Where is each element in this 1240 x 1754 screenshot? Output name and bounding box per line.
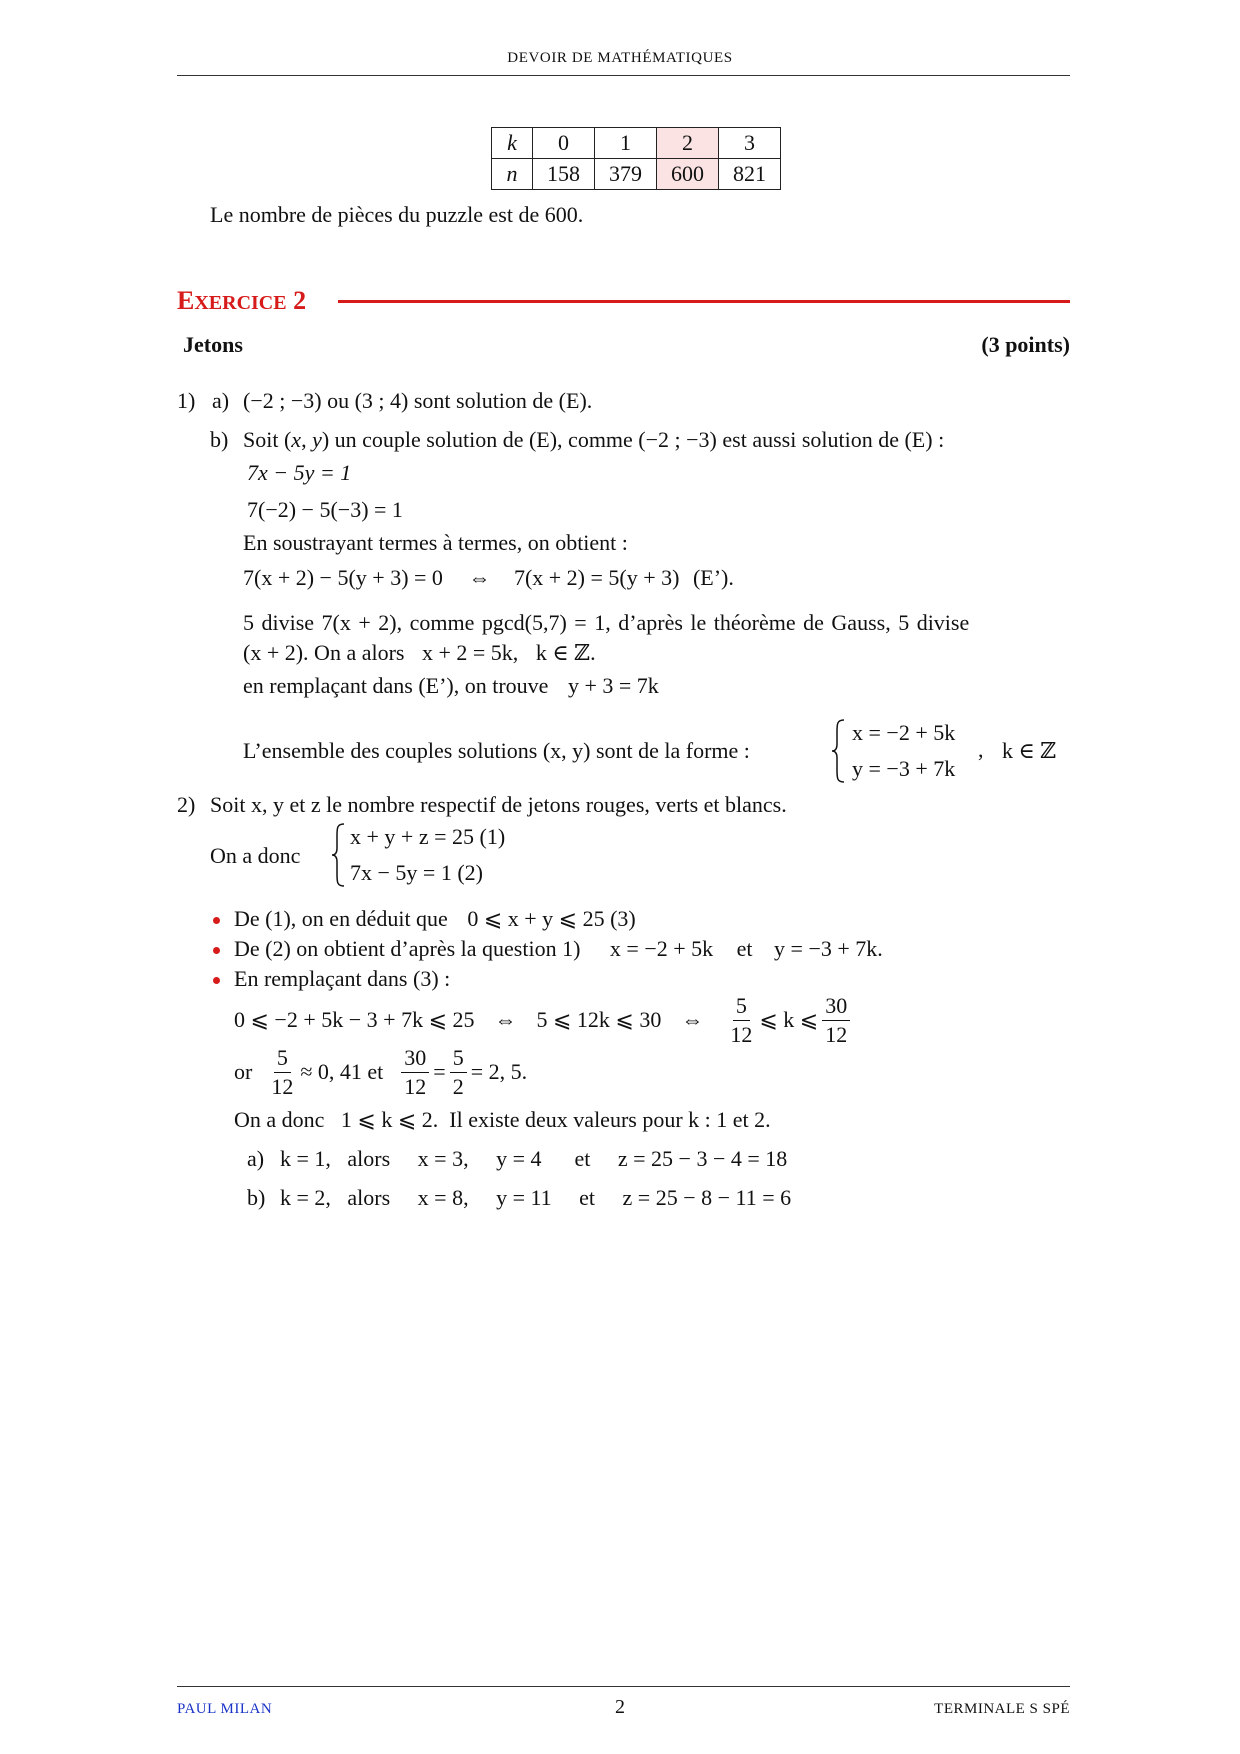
footer-rule [177, 1686, 1070, 1687]
table-cell: 821 [719, 159, 781, 190]
q2-eq-sign: = [433, 1059, 446, 1084]
q1-eq3-tag: (E’). [692, 565, 734, 590]
q1a-label: a) [212, 388, 230, 413]
exercise-number: 2 [293, 286, 307, 315]
table-cell: n [492, 159, 533, 190]
q2-bullet2-et: et [736, 936, 753, 961]
q2-result: = 2, 5. [470, 1059, 528, 1084]
bullet-icon [213, 917, 220, 924]
q2-label: 2) [177, 792, 196, 817]
fraction-numerator: 5 [733, 992, 750, 1021]
fraction-denominator: 2 [452, 1073, 464, 1099]
q1-subtract-text: En soustrayant termes à termes, on obtient : [243, 530, 628, 555]
q2-ineq-mid: ⩽ k ⩽ [759, 1007, 819, 1032]
q2-system-eq2: 7x − 5y = 1 (2) [350, 860, 483, 885]
q1b-text: Soit (x, y) un couple solution de (E), comme (−2 ; −3) est aussi solution de (E) : [243, 427, 945, 452]
q2-bullet1-text: De (1), on en déduit que [234, 906, 448, 931]
q2-or-line [234, 1040, 527, 1104]
q1-gauss-2a: (x + 2). On a alors [243, 640, 405, 665]
table-cell: k [492, 128, 533, 159]
table-cell: 0 [533, 128, 595, 159]
footer-class: TERMINALE S SPÉ [934, 1701, 1070, 1717]
table-row [492, 128, 781, 159]
table-cell: 158 [533, 159, 595, 190]
q2-case-b-label: b) [247, 1185, 266, 1210]
q2-or-label: or [234, 1059, 253, 1084]
footer-page-number: 2 [615, 1696, 625, 1718]
q1b-text-start: Soit ( [243, 427, 292, 452]
exercise-name: Jetons [183, 332, 243, 357]
fraction [401, 1044, 429, 1101]
left-brace-icon [830, 718, 846, 784]
fraction-denominator: 12 [271, 1073, 294, 1099]
fraction-denominator: 12 [404, 1073, 427, 1099]
exercise-title [177, 286, 306, 316]
q2-intro: Soit x, y et z le nombre respectif de jetons rouges, verts et blancs. [210, 792, 787, 817]
puzzle-conclusion: Le nombre de pièces du puzzle est de 600. [210, 202, 584, 227]
exercise-title-rest: XERCICE [194, 292, 287, 314]
q1-label: 1) [177, 388, 196, 413]
header-rule [177, 75, 1070, 76]
exercise-rule [338, 300, 1070, 303]
q2-case-b: k = 2, alors x = 8, y = 11 et z = 25 − 8 − 11 = 6 [280, 1185, 792, 1210]
iff-symbol: ⇔ [681, 1007, 704, 1032]
table-cell: 379 [595, 159, 657, 190]
q2-ineq-1: 0 ⩽ −2 + 5k − 3 + 7k ⩽ 25 [234, 1007, 475, 1032]
q2-bullet3-text: En remplaçant dans (3) : [234, 966, 451, 991]
q1-set-k: k ∈ ℤ [1002, 738, 1057, 763]
fraction-numerator: 30 [401, 1044, 429, 1073]
table-cell-highlighted: 600 [657, 159, 719, 190]
q2-ineq-2: 5 ⩽ 12k ⩽ 30 [536, 1007, 662, 1032]
q2-system-eq1: x + y + z = 25 (1) [350, 824, 506, 849]
q2-bullet2-x: x = −2 + 5k [609, 936, 714, 961]
q1-eq1: 7x − 5y = 1 [247, 460, 352, 485]
exercise-title-first: E [177, 286, 195, 315]
q1-eq2: 7(−2) − 5(−3) = 1 [247, 497, 403, 522]
q1-gauss-line2 [243, 640, 596, 666]
q2-bullet2-text: De (2) on obtient d’après la question 1) [234, 936, 581, 961]
q2-donc2: On a donc 1 ⩽ k ⩽ 2. Il existe deux valeurs pour k : 1 et 2. [234, 1107, 771, 1132]
table-cell: 1 [595, 128, 657, 159]
q1-eq3-left: 7(x + 2) − 5(y + 3) = 0 [243, 565, 443, 590]
fraction-numerator: 5 [274, 1044, 291, 1073]
q1a-text: (−2 ; −3) ou (3 ; 4) sont solution de (E). [243, 388, 593, 413]
q2-bullet2-y: y = −3 + 7k. [774, 936, 883, 961]
table-cell-highlighted: 2 [657, 128, 719, 159]
q1b-label: b) [210, 427, 229, 452]
q2-bullet1-eq: 0 ⩽ x + y ⩽ 25 (3) [467, 906, 636, 931]
q1-replace-text: en remplaçant dans (E’), on trouve [243, 673, 549, 698]
iff-symbol: ⇔ [468, 565, 491, 590]
bullet-icon [213, 947, 220, 954]
q1-gauss-line1: 5 divise 7(x + 2), comme pgcd(5,7) = 1, d’après le théorème de Gauss, 5 divise [243, 610, 970, 635]
fraction-numerator: 5 [450, 1044, 467, 1073]
left-brace-icon [330, 822, 346, 888]
q1-eq3-right: 7(x + 2) = 5(y + 3) [513, 565, 680, 590]
q2-case-a-label: a) [247, 1146, 265, 1171]
fraction-numerator: 30 [822, 992, 850, 1021]
q1-set-y: y = −3 + 7k [852, 756, 956, 781]
fraction [727, 992, 755, 1049]
q2-donc: On a donc [210, 843, 301, 868]
header-title: DEVOIR DE MATHÉMATIQUES [507, 50, 733, 66]
q2-bullet2 [234, 936, 883, 962]
q1-gauss-2b: x + 2 = 5k, [421, 640, 519, 665]
q1-eq3 [243, 565, 734, 591]
fraction [822, 992, 850, 1049]
q2-approx: ≈ 0, 41 et [300, 1059, 384, 1084]
exercise-points: (3 points) [981, 332, 1070, 357]
bullet-icon [213, 977, 220, 984]
q1-gauss-2c: k ∈ ℤ. [535, 640, 596, 665]
iff-symbol: ⇔ [494, 1007, 517, 1032]
fraction-denominator: 12 [825, 1021, 848, 1047]
table-row [492, 159, 781, 190]
k-n-table [491, 127, 781, 190]
footer-author: PAUL MILAN [177, 1701, 273, 1717]
q1-replace-eq: y + 3 = 7k [567, 673, 659, 698]
q2-bullet1 [234, 906, 636, 932]
fraction [450, 1044, 467, 1101]
q2-case-a: k = 1, alors x = 3, y = 4 et z = 25 − 3 − 4 = 18 [280, 1146, 788, 1171]
q1-set-comma: , [978, 737, 984, 762]
table-cell: 3 [719, 128, 781, 159]
q1-replace [243, 673, 659, 699]
q1-set-x: x = −2 + 5k [852, 720, 956, 745]
fraction [268, 1044, 296, 1101]
fraction-denominator: 12 [730, 1021, 753, 1047]
q1b-text-end: ) un couple solution de (E), comme (−2 ; −3) est aussi solution de (E) : [321, 427, 945, 452]
q1-set-text: L’ensemble des couples solutions (x, y) sont de la forme : [243, 738, 750, 763]
